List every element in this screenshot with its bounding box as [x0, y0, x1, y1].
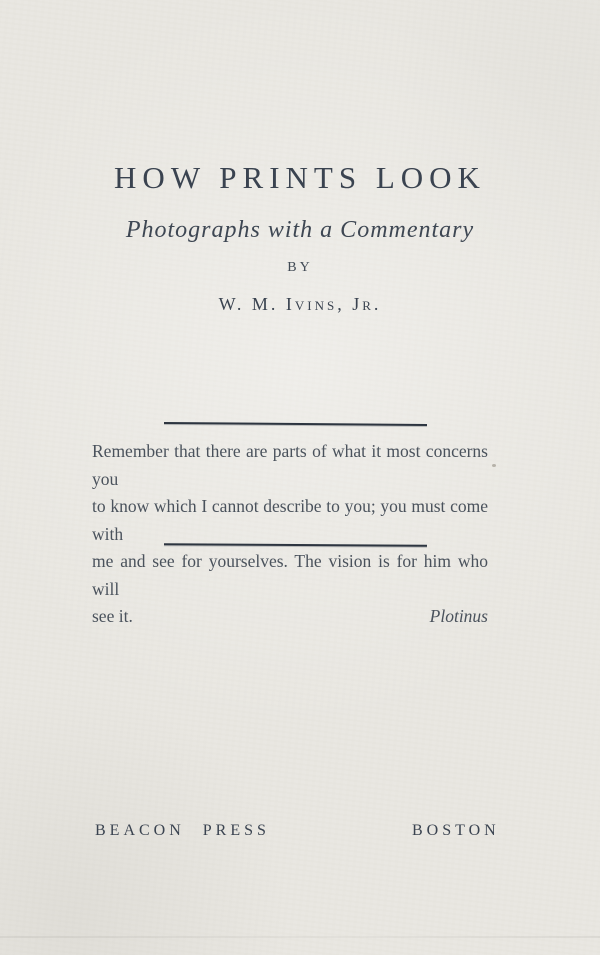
epigraph-line: see it.: [92, 606, 133, 626]
epigraph-quote: [92, 438, 488, 631]
publisher-city: BOSTON: [412, 822, 500, 839]
epigraph-attribution: Plotinus: [429, 606, 488, 626]
author-name: W. M. Ivins, Jr.: [218, 294, 382, 314]
epigraph-top-rule: [164, 422, 427, 426]
epigraph-line: to know which I cannot describe to you; you must come with: [92, 496, 488, 544]
publisher-name: BEACON PRESS: [95, 822, 270, 839]
epigraph-line: me and see for yourselves. The vision is for him who will: [92, 551, 488, 599]
paper-bottom-shade: [0, 936, 600, 938]
epigraph-last-line: [92, 603, 488, 631]
paper-speck: [492, 464, 496, 467]
book-subtitle: Photographs with a Commentary: [125, 217, 475, 243]
byline-label: BY: [287, 260, 313, 275]
epigraph-line: Remember that there are parts of what it most concerns you: [92, 441, 488, 489]
book-title: HOW PRINTS LOOK: [114, 160, 486, 195]
